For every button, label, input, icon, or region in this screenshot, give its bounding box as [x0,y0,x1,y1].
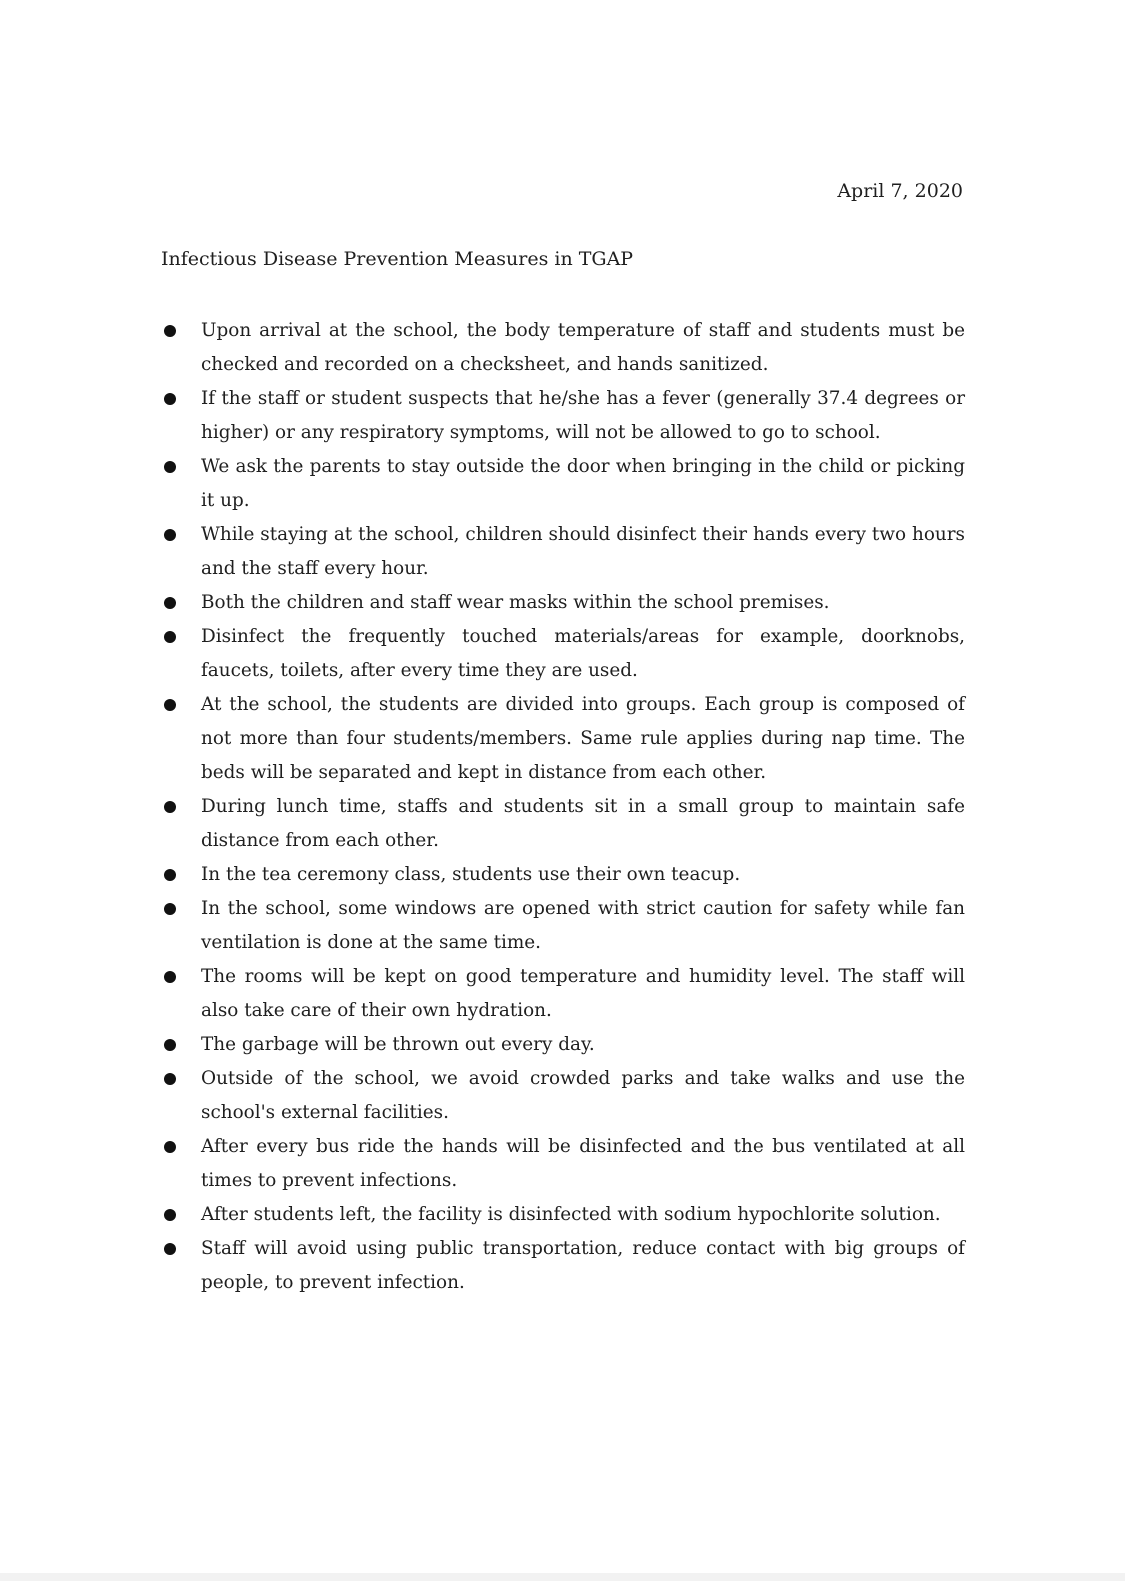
bullet-icon [164,971,176,983]
list-item [161,892,965,960]
list-item [161,382,965,450]
measure-text: After students left, the facility is disinfected with sodium hypochlorite solution. [201,1204,941,1225]
list-item [161,858,965,892]
bullet-icon [164,1209,176,1221]
measure-text: At the school, the students are divided into groups. Each group is composed of not more than four students/members. Same rule applies during nap time. The beds will be separated and kept in distance from each other. [201,694,965,783]
bullet-icon [164,1141,176,1153]
bullet-icon [164,393,176,405]
bullet-icon [164,1073,176,1085]
measure-text: After every bus ride the hands will be disinfected and the bus ventilated at all times to prevent infections. [201,1136,965,1191]
measure-text: If the staff or student suspects that he/she has a fever (generally 37.4 degrees or higher) or any respiratory symptoms, will not be allowed to go to school. [201,388,965,443]
measure-text: The garbage will be thrown out every day. [201,1034,595,1055]
bullet-icon [164,529,176,541]
measure-text: Disinfect the frequently touched materials/areas for example, doorknobs, faucets, toilets, after every time they are used. [201,626,965,681]
bullet-icon [164,699,176,711]
document-title: Infectious Disease Prevention Measures in TGAP [161,248,634,270]
bullet-icon [164,325,176,337]
document-date: April 7, 2020 [837,180,963,202]
measure-text: While staying at the school, children should disinfect their hands every two hours and the staff every hour. [201,524,965,579]
list-item [161,1232,965,1300]
bullet-icon [164,1243,176,1255]
list-item [161,1130,965,1198]
bullet-icon [164,631,176,643]
bullet-icon [164,903,176,915]
list-item [161,314,965,382]
list-item [161,518,965,586]
measure-text: In the school, some windows are opened with strict caution for safety while fan ventilation is done at the same time. [201,898,965,953]
bullet-icon [164,597,176,609]
measure-text: Upon arrival at the school, the body temperature of staff and students must be checked and recorded on a checksheet, and hands sanitized. [201,320,965,375]
list-item [161,960,965,1028]
list-item [161,586,965,620]
list-item [161,1198,965,1232]
bullet-icon [164,801,176,813]
page-bottom-edge [0,1573,1125,1581]
list-item [161,450,965,518]
measure-text: Staff will avoid using public transportation, reduce contact with big groups of people, to prevent infection. [201,1238,965,1293]
measure-text: In the tea ceremony class, students use their own teacup. [201,864,741,885]
measure-text: Outside of the school, we avoid crowded parks and take walks and use the school's external facilities. [201,1068,965,1123]
measure-text: Both the children and staff wear masks within the school premises. [201,592,830,613]
list-item [161,790,965,858]
bullet-icon [164,869,176,881]
measure-text: We ask the parents to stay outside the door when bringing in the child or picking it up. [201,456,965,511]
bullet-icon [164,461,176,473]
list-item [161,1062,965,1130]
list-item [161,688,965,790]
measure-text: The rooms will be kept on good temperature and humidity level. The staff will also take care of their own hydration. [201,966,965,1021]
bullet-icon [164,1039,176,1051]
list-item [161,620,965,688]
measures-list [161,314,965,1300]
measure-text: During lunch time, staffs and students sit in a small group to maintain safe distance from each other. [201,796,965,851]
list-item [161,1028,965,1062]
